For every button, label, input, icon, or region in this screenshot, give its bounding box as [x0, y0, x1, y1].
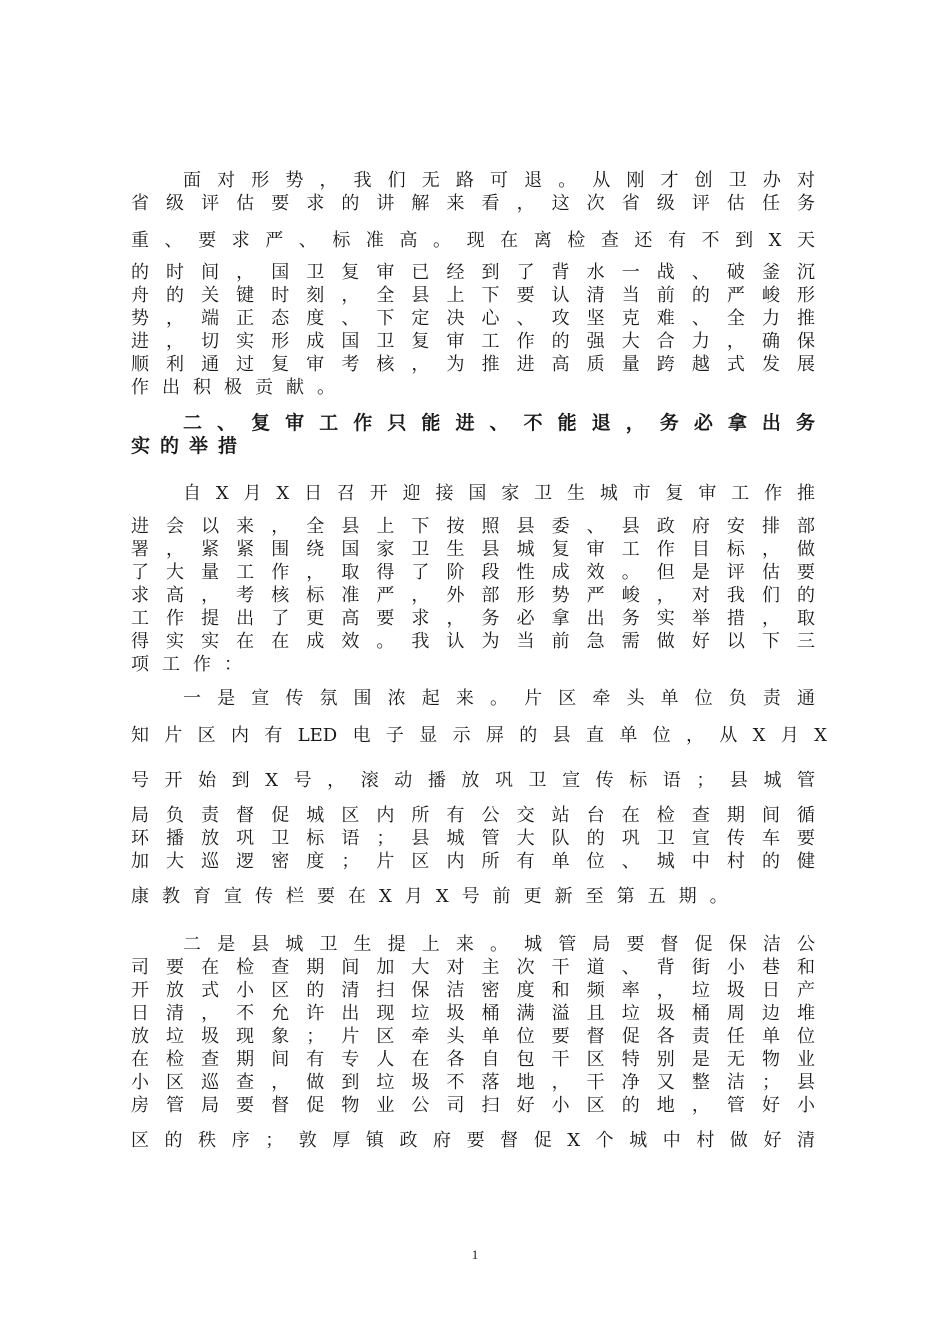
text-line: 知片区内有LED电子显示屏的县直单位，从X月X — [131, 725, 827, 746]
text-line: 重、要求严、标准高。现在离检查还有不到X天 — [131, 230, 815, 251]
text-line: 了大量工作，取得了阶段性成效。但是评估要 — [131, 562, 815, 583]
text-line: 署，紧紧围绕国家卫生县城复审工作目标，做 — [131, 539, 815, 560]
text-line: 自X月X日召开迎接国家卫生城市复审工作推 — [183, 483, 815, 504]
text-line: 日清，不允许出现垃圾桶满溢且垃圾桶周边堆 — [131, 1003, 815, 1024]
text-line: 进会以来，全县上下按照县委、县政府安排部 — [131, 516, 815, 537]
text-line: 号开始到X号，滚动播放巩卫宣传标语；县城管 — [131, 770, 815, 791]
text-line: 环播放巩卫标语；县城管大队的巩卫宣传车要 — [131, 828, 815, 849]
text-line: 开放式小区的清扫保洁密度和频率，垃圾日产 — [131, 980, 815, 1001]
text-line: 作出积极贡献。 — [131, 377, 348, 398]
text-line: 势，端正态度、下定决心、攻坚克难、全力推 — [131, 308, 815, 329]
text-line: 进，切实形成国卫复审工作的强大合力，确保 — [131, 331, 815, 352]
page-number: 1 — [471, 1247, 479, 1262]
text-line: 省级评估要求的讲解来看，这次省级评估任务 — [131, 193, 815, 214]
text-line: 局负责督促城区内所有公交站台在检查期间循 — [131, 805, 815, 826]
text-line: 面对形势，我们无路可退。从刚才创卫办对 — [183, 170, 815, 191]
text-line: 工作提出了更高要求，务必拿出务实举措，取 — [131, 608, 815, 629]
text-line: 顺利通过复审考核，为推进高质量跨越式发展 — [131, 354, 815, 375]
text-line: 房管局要督促物业公司扫好小区的地，管好小 — [131, 1095, 815, 1116]
text-line: 小区巡查，做到垃圾不落地，干净又整洁；县 — [131, 1072, 815, 1093]
text-line: 一是宣传氛围浓起来。片区牵头单位负责通 — [183, 688, 815, 709]
text-line: 舟的关键时刻，全县上下要认清当前的严峻形 — [131, 285, 815, 306]
section-heading: 实的举措 — [131, 435, 248, 457]
text-line: 加大巡逻密度；片区内所有单位、城中村的健 — [131, 851, 815, 872]
text-line: 区的秩序；敦厚镇政府要督促X个城中村做好清 — [131, 1130, 815, 1151]
text-line: 项工作： — [131, 654, 255, 675]
text-line: 司要在检查期间加大对主次干道、背街小巷和 — [131, 957, 815, 978]
section-heading: 二、复审工作只能进、不能退，务必拿出务 — [183, 412, 815, 434]
text-line: 得实实在在成效。我认为当前急需做好以下三 — [131, 631, 815, 652]
text-line: 放垃圾现象；片区牵头单位要督促各责任单位 — [131, 1026, 815, 1047]
text-line: 求高，考核标准严，外部形势严峻，对我们的 — [131, 585, 815, 606]
text-line: 的时间，国卫复审已经到了背水一战、破釜沉 — [131, 262, 815, 283]
text-line: 二是县城卫生提上来。城管局要督促保洁公 — [183, 934, 815, 955]
text-line: 康教育宣传栏要在X月X号前更新至第五期。 — [131, 886, 741, 907]
text-line: 在检查期间有专人在各自包干区特别是无物业 — [131, 1049, 815, 1070]
